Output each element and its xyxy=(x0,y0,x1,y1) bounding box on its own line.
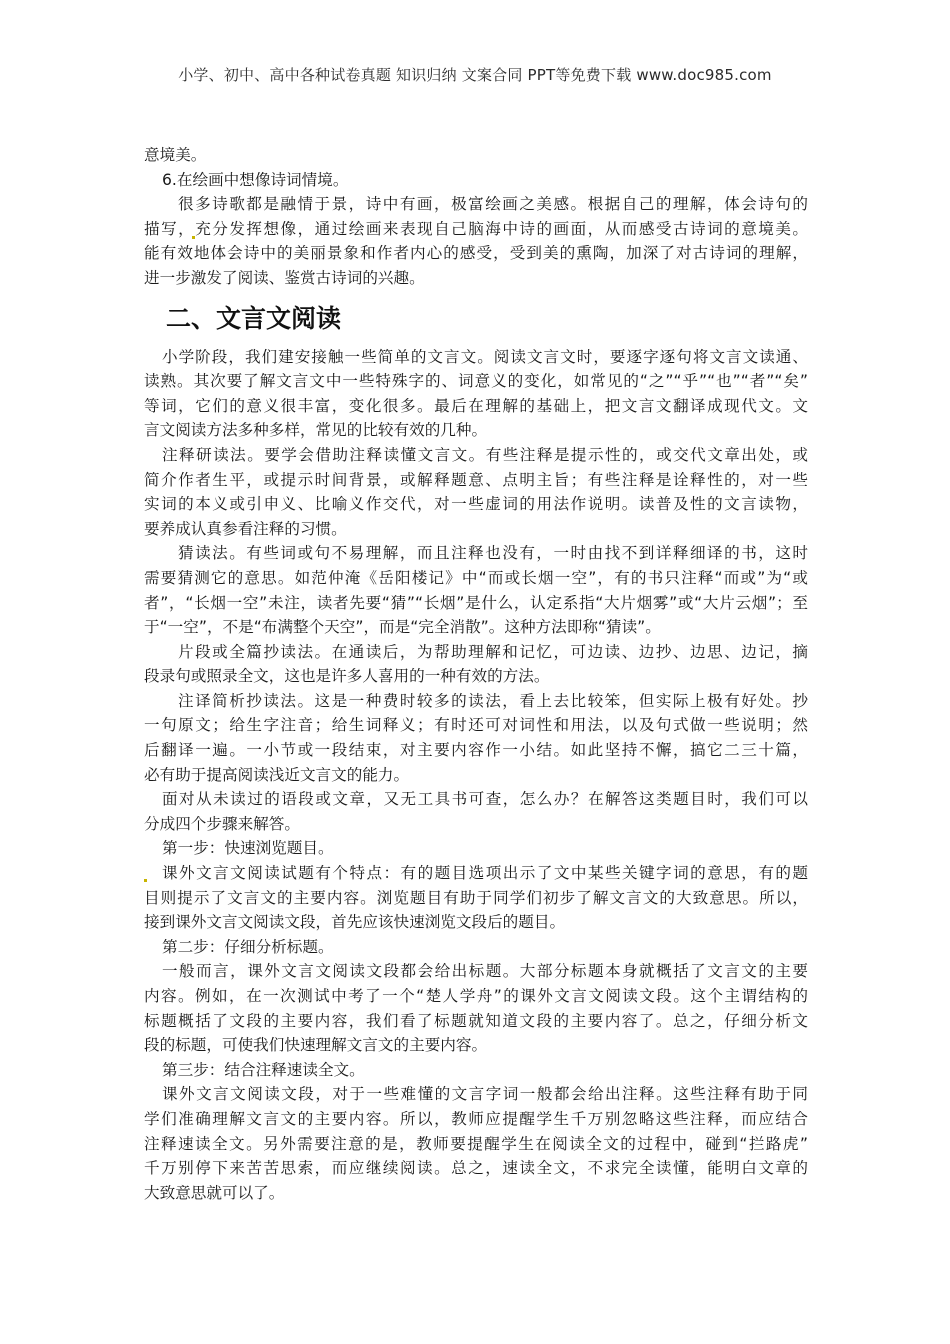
paragraph xyxy=(144,541,808,639)
paragraph-line: 后翻译一遍。一小节或一段结束，对主要内容作一小结。如此坚持不懈，搞它二三十篇， xyxy=(144,741,808,760)
paragraph xyxy=(144,345,808,443)
item-title: 6.在绘画中想像诗词情境。 xyxy=(162,170,349,189)
paragraph xyxy=(144,640,808,689)
paragraph-line: 要养成认真参看注释的习惯。 xyxy=(144,519,347,538)
page-header: 小学、初中、高中各种试卷真题 知识归纳 文案合同 PPT等免费下载 www.doc985.com xyxy=(178,66,772,84)
paragraph xyxy=(144,787,808,836)
paragraph-line: 课外文言文阅读文段，对于一些难懂的文言字词一般都会给出注释。这些注释有助于同 xyxy=(162,1085,808,1104)
step-title: 第三步：结合注释速读全文。 xyxy=(162,1060,365,1079)
paragraph-line: 能有效地体会诗中的美丽景象和作者内心的感受，受到美的熏陶，加深了对古诗词的理解， xyxy=(144,244,808,263)
paragraph-line: 课外文言文阅读试题有个特点：有的题目选项出示了文中某些关键字词的意思，有的题 xyxy=(162,864,808,883)
paragraph xyxy=(144,689,808,787)
step-title: 第一步：快速浏览题目。 xyxy=(162,839,334,858)
paragraph-line: 接到课外文言文阅读文段，首先应该快速浏览文段后的题目。 xyxy=(144,913,566,932)
paragraph-line: 内容。例如，在一次测试中考了一个“楚人学舟”的课外文言文阅读文段。这个主谓结构的 xyxy=(144,987,808,1005)
paragraph-line: 面对从未读过的语段或文章，又无工具书可查，怎么办？在解答这类题目时，我们可以 xyxy=(162,790,808,809)
paragraph xyxy=(144,1082,808,1205)
paragraph xyxy=(144,861,808,935)
paragraph-line: 分成四个步骤来解答。 xyxy=(144,814,300,833)
section-heading: 二、文言文阅读 xyxy=(166,303,342,333)
paragraph-line: 必有助于提高阅读浅近文言文的能力。 xyxy=(144,765,410,784)
paragraph-line: 描写，充分发挥想像，通过绘画来表现自己脑海中诗的画面，从而感受古诗词的意境美。 xyxy=(144,219,808,238)
paragraph-line: 言文阅读方法多种多样，常见的比较有效的几种。 xyxy=(144,421,488,440)
paragraph-line: 等词，它们的意义很丰富，变化很多。最后在理解的基础上，把文言文翻译成现代文。文 xyxy=(144,396,808,415)
paragraph xyxy=(144,443,808,541)
paragraph-line: 意境美。 xyxy=(144,146,207,164)
paragraph xyxy=(144,959,808,1057)
paragraph-line: 千万别停下来苦苦思索，而应继续阅读。总之，速读全文，不求完全读懂，能明白文章的 xyxy=(144,1159,808,1178)
paragraph-line: 进一步激发了阅读、鉴赏古诗词的兴趣。 xyxy=(144,268,425,287)
paragraph-line: 一般而言，课外文言文阅读文段都会给出标题。大部分标题本身就概括了文言文的主要 xyxy=(162,962,808,981)
step-title: 第二步：仔细分析标题。 xyxy=(162,937,334,956)
paragraph-line: 大致意思就可以了。 xyxy=(144,1183,285,1202)
paragraph-line: 实词的本义或引申义、比喻义作交代，对一些虚词的用法作说明。读普及性的文言读物， xyxy=(144,495,808,514)
paragraph-line: 段录句或照录全文，这也是许多人喜用的一种有效的方法。 xyxy=(144,667,550,686)
paragraph-line: 目则提示了文言文的主要内容。浏览题目有助于同学们初步了解文言文的大致意思。所以， xyxy=(144,888,808,907)
paragraph-line: 小学阶段，我们建安接触一些简单的文言文。阅读文言文时，要逐字逐句将文言文读通、 xyxy=(162,347,808,366)
paragraph-line: 简介作者生平，或提示时间背景，或解释题意、点明主旨；有些注释是诠释性的，对一些 xyxy=(144,470,808,489)
document-body xyxy=(144,143,808,1205)
paragraph-line: 学们准确理解文言文的主要内容。所以，教师应提醒学生千万别忽略这些注释，而应结合 xyxy=(144,1109,808,1128)
paragraph-line: 注释研读法。要学会借助注释读懂文言文。有些注释是提示性的，或交代文章出处，或 xyxy=(162,445,808,464)
paragraph-line: 猜读法。有些词或句不易理解，而且注释也没有，一时由找不到详释细译的书，这时 xyxy=(178,544,808,563)
paragraph-line: 一句原文；给生字注音；给生词释义；有时还可对词性和用法，以及句式做一些说明；然 xyxy=(144,716,808,735)
paragraph xyxy=(144,192,808,290)
paragraph-line: 于“一空”，不是“布满整个天空”，而是“完全消散”。这种方法即称“猜读”。 xyxy=(144,618,661,637)
paragraph-line: 注释速读全文。另外需要注意的是，教师要提醒学生在阅读全文的过程中，碰到“拦路虎” xyxy=(144,1134,808,1153)
paragraph-line: 很多诗歌都是融情于景，诗中有画，极富绘画之美感。根据自己的理解，体会诗句的 xyxy=(178,195,808,214)
paragraph-line: 标题概括了文段的主要内容，我们看了标题就知道文段的主要内容了。总之，仔细分析文 xyxy=(144,1011,808,1030)
paragraph-line: 读熟。其次要了解文言文中一些特殊字的、词意义的变化，如常见的“之”“乎”“也”“者”“矣” xyxy=(144,372,808,391)
paragraph-line: 需要猜测它的意思。如范仲淹《岳阳楼记》中“而或长烟一空”，有的书只注释“而或”为“或 xyxy=(144,568,808,587)
paragraph-line: 注译简析抄读法。这是一种费时较多的读法，看上去比较笨，但实际上极有好处。抄 xyxy=(178,691,808,710)
paragraph-line: 段的标题，可使我们快速理解文言文的主要内容。 xyxy=(144,1036,488,1055)
paragraph-line: 者”，“长烟一空”未注，读者先要“猜”“长烟”是什么，认定系指“大片烟雾”或“大片云烟”；至 xyxy=(144,593,808,612)
paragraph-line: 片段或全篇抄读法。在通读后，为帮助理解和记忆，可边读、边抄、边思、边记，摘 xyxy=(178,642,808,661)
